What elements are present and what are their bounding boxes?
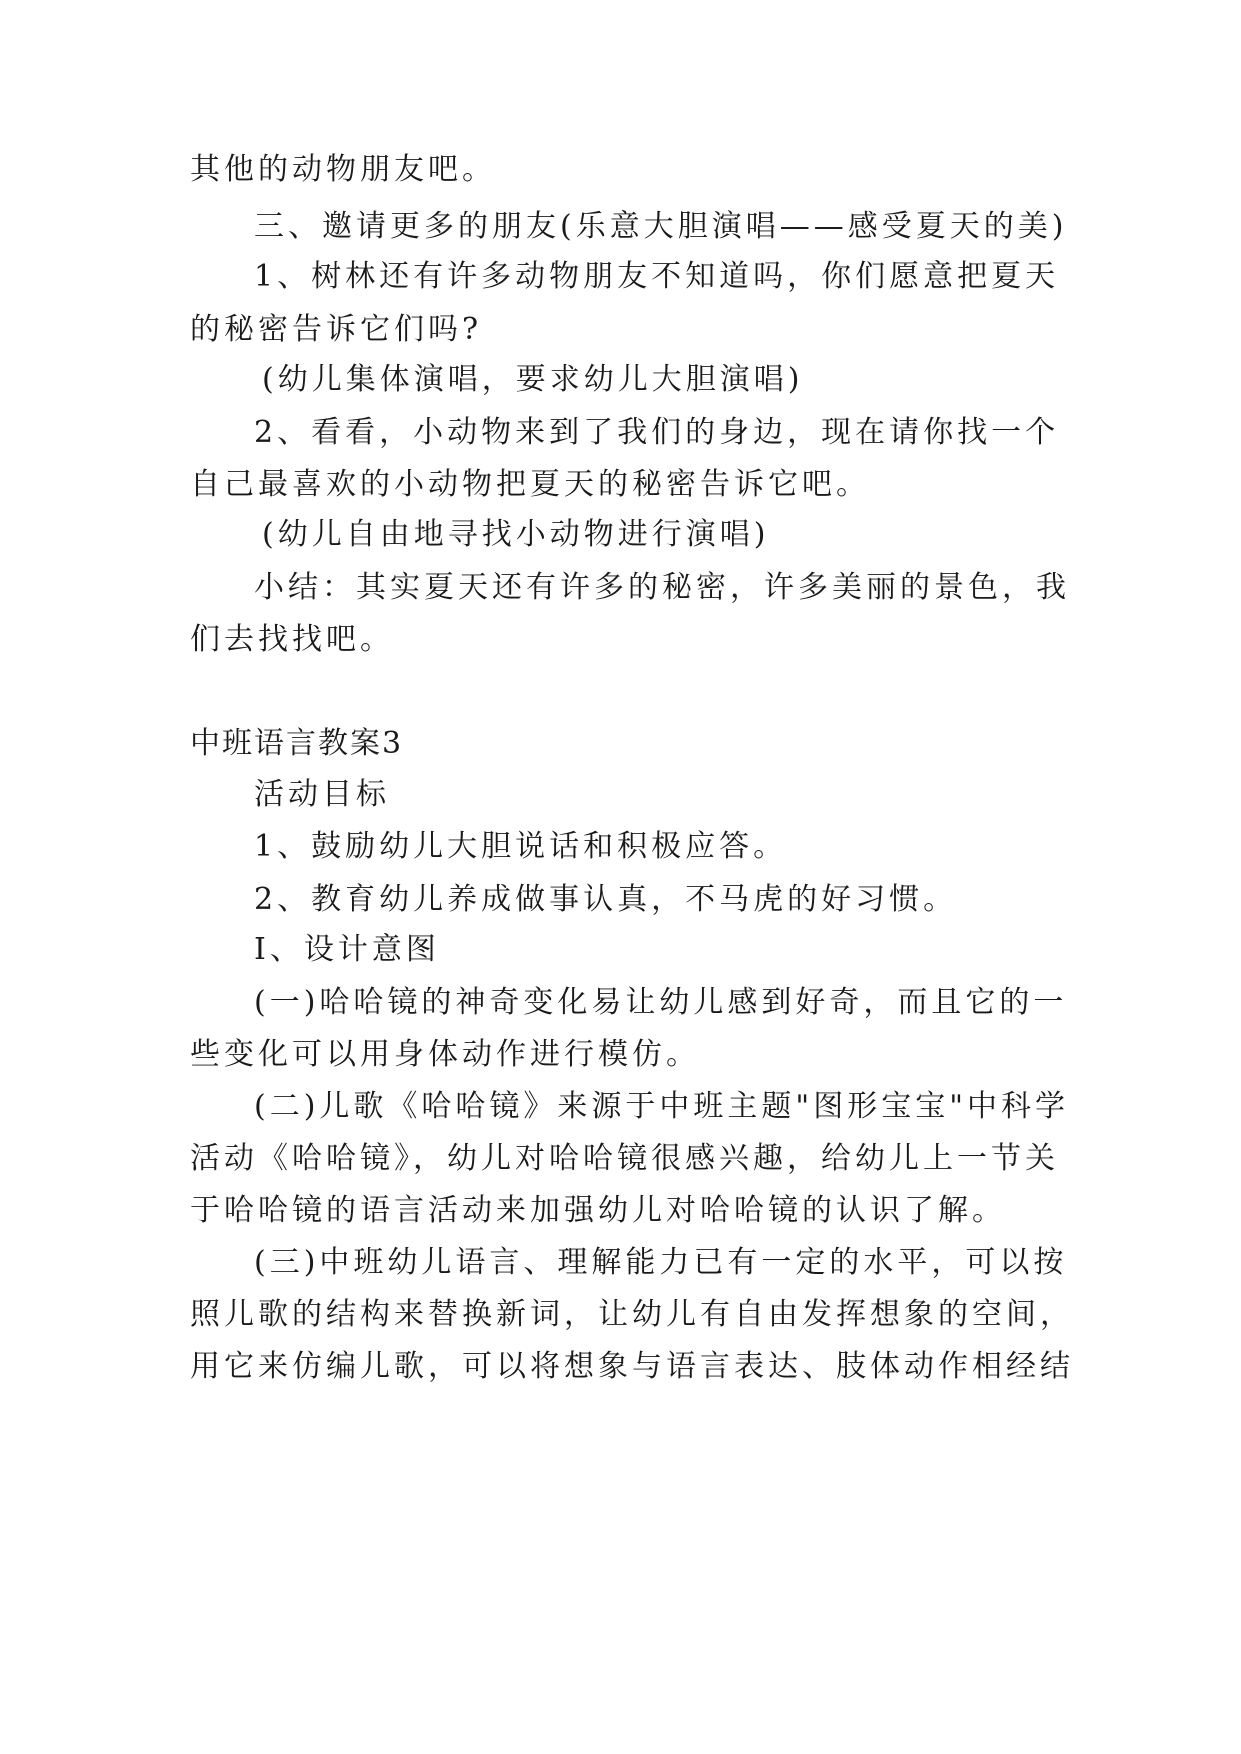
text-line: 1、鼓励幼儿大胆说话和积极应答。 — [254, 829, 788, 864]
text-line: 用它来仿编儿歌，可以将想象与语言表达、肢体动作相经结 — [190, 1349, 1074, 1384]
text-line: 的秘密告诉它们吗? — [190, 312, 483, 347]
text-line: 2、教育幼儿养成做事认真，不马虎的好习惯。 — [254, 882, 958, 917]
section-heading: 活动目标 — [254, 777, 390, 812]
text-line: 活动《哈哈镜》，幼儿对哈哈镜很感兴趣，给幼儿上一节关 — [190, 1141, 1059, 1176]
section-heading: 三、邀请更多的朋友(乐意大胆演唱——感受夏天的美) — [254, 209, 1068, 244]
text-line: 们去找找吧。 — [190, 622, 394, 657]
text-line: 些变化可以用身体动作进行模仿。 — [190, 1037, 700, 1072]
text-line: (幼儿自由地寻找小动物进行演唱) — [262, 517, 770, 552]
text-line: 于哈哈镜的语言活动来加强幼儿对哈哈镜的认识了解。 — [190, 1193, 1006, 1228]
text-line: (一)哈哈镜的神奇变化易让幼儿感到好奇，而且它的一 — [254, 985, 1068, 1020]
text-line: (二)儿歌《哈哈镜》来源于中班主题"图形宝宝"中科学 — [254, 1089, 1070, 1124]
text-line: 1、树林还有许多动物朋友不知道吗，你们愿意把夏天 — [254, 259, 1060, 294]
section-heading: I、设计意图 — [254, 932, 440, 967]
text-line: (三)中班幼儿语言、理解能力已有一定的水平，可以按 — [254, 1245, 1068, 1280]
text-line: 小结：其实夏天还有许多的秘密，许多美丽的景色，我 — [254, 570, 1070, 605]
text-line: 自己最喜欢的小动物把夏天的秘密告诉它吧。 — [190, 467, 870, 502]
text-line: 2、看看，小动物来到了我们的身边，现在请你找一个 — [254, 415, 1060, 450]
text-line: 照儿歌的结构来替换新词，让幼儿有自由发挥想象的空间， — [190, 1297, 1074, 1332]
page-title: 中班语言教案3 — [190, 726, 404, 761]
text-line: (幼儿集体演唱，要求幼儿大胆演唱) — [262, 362, 804, 397]
text-line: 其他的动物朋友吧。 — [190, 152, 496, 187]
